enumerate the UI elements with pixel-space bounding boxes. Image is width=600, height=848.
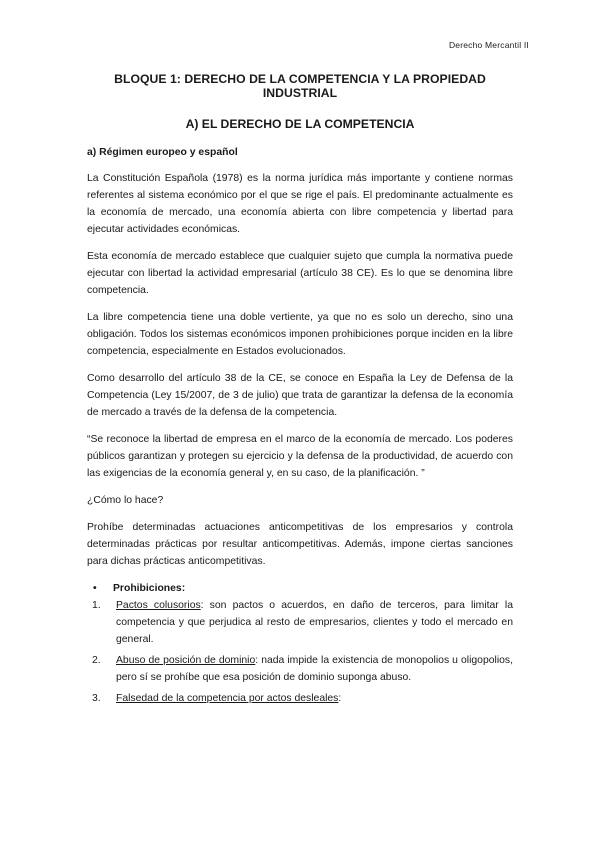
item-text: : son pactos o acuerdos, en daño de terceros, para limitar la competencia y que perjudica al resto de empresarios, clientes y todo el mercado en general. (116, 600, 513, 645)
numbered-item (87, 690, 513, 707)
section-heading: a) Régimen europeo y español (87, 147, 238, 158)
answer-paragraph: Prohíbe determinadas actuaciones anticompetitivas de los empresarios y controla determinadas prácticas por resultar anticompetitivas. Además, impone ciertas sanciones para dichas prácticas anticompetitivas. (87, 522, 513, 567)
bullet-item (87, 580, 513, 597)
document-body (87, 72, 513, 711)
bullet-label: Prohibiciones: (113, 583, 186, 594)
item-text: : nada impide la existencia de monopolios u oligopolios, pero sí se prohíbe que esa posición de dominio suponga abuso. (116, 655, 513, 683)
paragraph: Como desarrollo del artículo 38 de la CE, se conoce en España la Ley de Defensa de la Competencia (Ley 15/2007, de 3 de julio) que trata de garantizar la defensa de la economía de mercado a través de la defensa de la competencia. (87, 373, 513, 418)
item-body (116, 652, 513, 686)
item-number: 2. (92, 655, 101, 666)
item-body (116, 597, 513, 648)
paragraph: La libre competencia tiene una doble vertiente, ya que no es solo un derecho, sino una obligación. Todos los sistemas económicos imponen prohibiciones porque inciden en la libre competencia, especialmente en Estados evolucionados. (87, 312, 513, 357)
legal-quote: “Se reconoce la libertad de empresa en el marco de la economía de mercado. Los poderes públicos garantizan y protegen su ejercicio y la defensa de la productividad, de acuerdo con las exigencias de la economía general y, en su caso, de la planificación. ” (87, 434, 513, 479)
bullet-icon: • (93, 583, 97, 594)
numbered-item (87, 597, 513, 648)
item-number: 1. (92, 600, 101, 611)
running-header: Derecho Mercantil II (448, 40, 529, 50)
item-term: Pactos colusorios (116, 600, 201, 611)
item-number: 3. (92, 693, 101, 704)
document-title: BLOQUE 1: DERECHO DE LA COMPETENCIA Y LA PROPIEDAD INDUSTRIAL (114, 72, 486, 100)
paragraph: La Constitución Española (1978) es la norma jurídica más importante y contiene normas referentes al sistema económico por el que se rige el país. El predominante actualmente es la economía de mercado, una economía abierta con libre competencia y libertad para ejecutar actividades económicas. (87, 173, 513, 235)
item-term: Falsedad de la competencia por actos desleales (116, 693, 339, 704)
paragraph: Esta economía de mercado establece que cualquier sujeto que cumpla la normativa puede ejecutar con libertad la actividad empresarial (artículo 38 CE). Es lo que se denomina libre competencia. (87, 251, 513, 296)
numbered-item (87, 652, 513, 686)
chapter-subtitle: A) EL DERECHO DE LA COMPETENCIA (185, 117, 415, 131)
item-term: Abuso de posición de dominio (116, 655, 256, 666)
item-body (116, 690, 513, 707)
item-text: : (338, 693, 342, 704)
question-line: ¿Cómo lo hace? (87, 495, 164, 506)
